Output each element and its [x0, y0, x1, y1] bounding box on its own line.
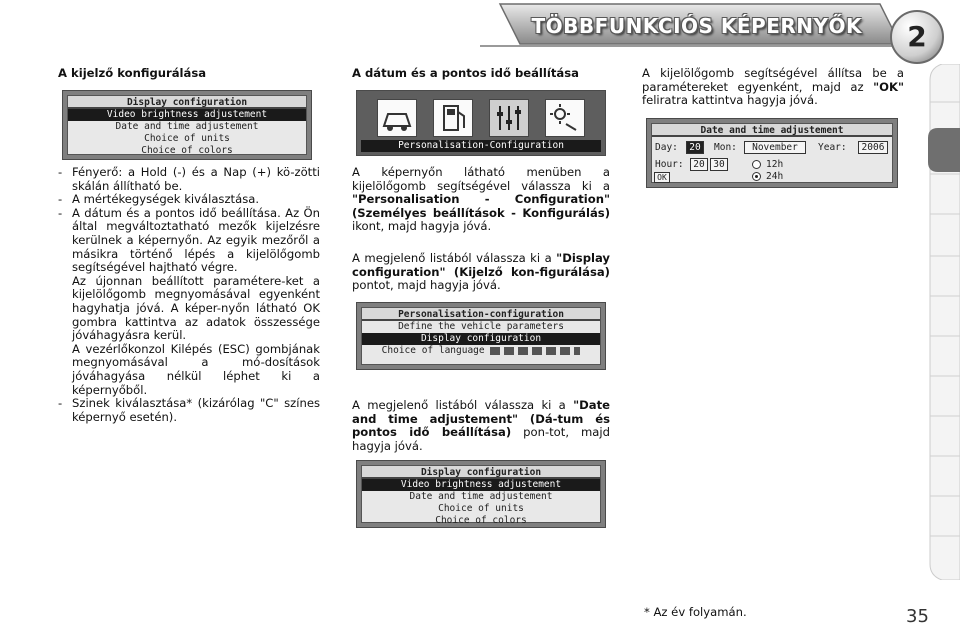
- minute-value: 30: [710, 158, 728, 171]
- chapter-tab-bar: [924, 64, 960, 580]
- month-value: November: [744, 141, 806, 154]
- hour-label: Hour:: [655, 159, 684, 170]
- instruction-step-2: A megjelenő listából válassza ki a "Display configuration" (Kijelző kon-figurálása) pontot, majd hagyja jóvá.: [352, 251, 610, 293]
- month-label: Mon:: [714, 142, 737, 153]
- screen-menu-row: Video brightness adjustement: [68, 109, 306, 121]
- screen-menu-row: Video brightness adjustement: [362, 479, 600, 491]
- option-12h-label: 12h: [766, 159, 784, 170]
- settings-sliders-icon: [489, 99, 529, 137]
- radio-24h: [752, 172, 761, 181]
- instruction-step-1: A képernyőn látható menüben a kijelölőgomb segítségével válassza ki a "Personalisation - Configuration" (Személyes beállítások - Konfigurálás) ikont, majd hagyja jóvá.: [352, 165, 610, 234]
- hour-value: 20: [690, 158, 708, 171]
- page-number: 35: [906, 606, 929, 627]
- instruction-step-3: A megjelenő listából válassza ki a "Date and time adjustement" (Dá-tum és pontos idő beállítása) pon-tot, majd hagyja jóvá.: [352, 398, 610, 453]
- list-item: - Szinek kiválasztása* (kizárólag "C" színes képernyő esetén).: [58, 396, 320, 424]
- screen-menu-row: Choice of colors: [435, 515, 527, 526]
- screenshot-display-configuration-2: [356, 460, 606, 528]
- light-icon: [545, 99, 585, 137]
- screen-menu-row: Display configuration: [362, 333, 600, 345]
- list-item: - A dátum és a pontos idő beállítása. Az Ön által megváltoztatható mezők kijelzésre kerülnek a képernyőn. Az egyik mezőről a másikra történő lépés a kijelölőgomb segítségével hajtható végre. Az újonnan beállított paramétere-ket a kijelölőgomb megnyomásával egyenként hagyhatja jóvá. A képer-nyőn látható OK gombra kattintva az adatok összessége jóváhagyásra kerül. A vezérlőkonzol Kilépés (ESC) gombjának megnyomásával a mó-dosítások jóváhagyása nélkül léphet ki a képernyőből.: [58, 205, 320, 397]
- screen-caption: Personalisation-Configuration: [361, 140, 601, 152]
- screenshot-display-configuration: [62, 90, 312, 160]
- list-item: - A mértékegységek kiválasztása.: [58, 192, 260, 207]
- column-display-config: [58, 67, 320, 81]
- chapter-title: TÖBBFUNKCIÓS KÉPERNYŐK: [531, 14, 862, 38]
- display-config-list: [58, 166, 320, 424]
- option-24h-label: 24h: [766, 171, 784, 182]
- fuel-icon: [433, 99, 473, 137]
- list-item-text: Az újonnan beállított paramétere-ket a kijelölőgomb megnyomásával egyenként hagyhatja jóvá. A képer-nyőn látható OK gombra kattintva az adatok összessége jóváhagyásra kerül.: [72, 273, 320, 343]
- section-heading: A kijelző konfigurálása: [58, 66, 207, 80]
- instruction-step-4: A kijelölőgomb segítségével állítsa be a paramétereket egyenként, majd az "OK" feliratra kattintva hagyja jóvá.: [642, 66, 904, 108]
- chapter-number: 2: [907, 20, 927, 53]
- page-header: [0, 0, 960, 70]
- screen-menu-row: Date and time adjustement: [409, 491, 553, 502]
- screen-menu-row: Choice of colors: [141, 145, 233, 156]
- list-item-text: A vezérlőkonzol Kilépés (ESC) gombjának megnyomásával a mó-dosítások jóváhagyása nélkül léphet ki a képernyőből.: [72, 341, 320, 397]
- ok-button: OK: [654, 172, 670, 183]
- screen-menu-row: Date and time adjustement: [115, 121, 259, 132]
- year-label: Year:: [818, 142, 847, 153]
- screen-title: Date and time adjustement: [652, 124, 892, 137]
- column-date-time: [352, 67, 610, 81]
- screen-menu-row: Choice of units: [438, 503, 524, 514]
- vehicle-icon: [377, 99, 417, 137]
- screen-title: Display configuration: [68, 96, 306, 109]
- screen-title: Personalisation-configuration: [362, 308, 600, 321]
- year-value: 2006: [858, 141, 888, 154]
- screenshot-personalisation-menu: [356, 302, 606, 370]
- list-item-text: A dátum és a pontos idő beállítása. Az Ön által megváltoztatható mezők kijelzésre kerülnek a képernyőn. Az egyik mezőről a másikra történő lépés a kijelölőgomb segítségével hajtható végre.: [72, 205, 320, 275]
- screen-menu-row: Choice of language: [362, 345, 600, 357]
- radio-12h: [752, 160, 761, 169]
- screenshot-date-time-adjustment: [646, 118, 898, 188]
- day-value: 20: [686, 141, 704, 154]
- list-item: - Fényerő: a Hold (-) és a Nap (+) kö-zötti skálán állítható be.: [58, 165, 320, 193]
- day-label: Day:: [655, 142, 678, 153]
- active-chapter-tab: [928, 128, 960, 172]
- language-flags: [490, 347, 580, 355]
- screen-menu-row: Define the vehicle parameters: [398, 321, 564, 332]
- footnote: * Az év folyamán.: [644, 605, 747, 619]
- screen-menu-row: Choice of units: [144, 133, 230, 144]
- section-heading: A dátum és a pontos idő beállítása: [352, 66, 579, 80]
- screenshot-personalisation-icons: [356, 90, 606, 156]
- screen-title: Display configuration: [362, 466, 600, 479]
